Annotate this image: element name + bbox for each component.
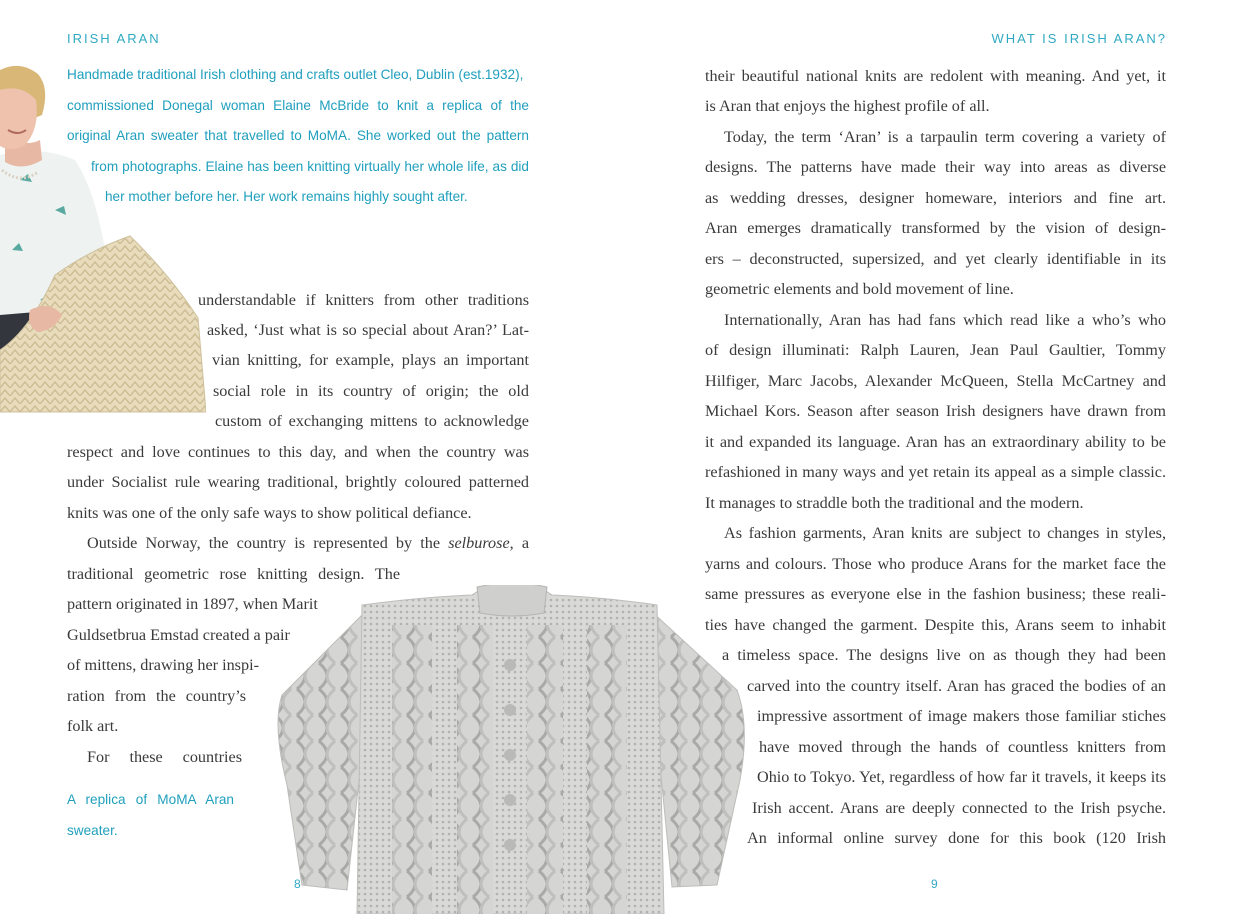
running-head-right: WHAT IS IRISH ARAN? bbox=[991, 31, 1167, 46]
right-body-text: their beautiful national knits are redolent with meaning. And yet, it is Aran that enjoys the highest profile of all. Today, the term ‘Aran’ is a tarpaulin term covering a variety of designs. The patterns have made their way into areas as diverse as wedding dresses, designer homeware, interiors and fine art. Aran emerges dramatically transformed by the vision of design- ers – deconstructed, supersized, and yet clearly identifiable in its geometric elements and bold movement of line. Internationally, Aran has had fans which read like a who’s who of design illuminati: Ralph Lauren, Jean Paul Gaultier, Tommy Hilfiger, Marc Jacobs, Alexander McQueen, Stella McCartney and Michael Kors. Season after season Irish designers have drawn from it and expanded its language. Aran has an extraordinary ability to be refashioned in many ways and yet retain its appeal as a simple classic. It manages to straddle both the traditional and the modern. As fashion garments, Aran knits are subject to changes in styles, yarns and colours. Those who produce Arans for the market face the same pressures as everyone else in the fashion business; these reali- ties have changed the garment. Despite this, Arans seem to inhabit a timeless space. The designs live on as though they had been carved into the country itself. Aran has graced the bodies of an impressive assortment of image makers those familiar stiches have moved through the hands of countless knitters from Ohio to Tokyo. Yet, regardless of how far it travels, it keeps its Irish accent. Arans are deeply connected to the Irish psyche. An informal online survey done for this book (120 Irish bbox=[705, 67, 1166, 847]
photo-caption-bottom: A replica of MoMA Aran sweater. bbox=[67, 792, 234, 838]
left-body-text: understandable if knitters from other traditions asked, ‘Just what is so special about Aran?’ Lat- vian knitting, for example, plays an important social role in its country of origin; the old custom of exchanging mittens to acknowledge respect and love continues to this day, and when the country was under Socialist rule wearing traditional, brightly coloured patterned knits was one of the only safe ways to show political defiance. Outside Norway, the country is represented by the selburose, a traditional geometric rose knitting design. The pattern originated in 1897, when Marit Guldsetbrua Emstad created a pair of mittens, drawing her inspi- ration from the country’s folk art. For these countries bbox=[67, 291, 530, 766]
para2-first-line: Outside Norway, the country is represented by the selburose, a bbox=[87, 534, 530, 552]
photo-caption-top: Handmade traditional Irish clothing and crafts outlet Cleo, Dublin (est.1932), commissioned Donegal woman Elaine McBride to knit a replica of the original Aran sweater that travelled to MoMA. She worked out the pattern from photographs. Elaine has been knitting virtually her whole life, as did her mother before her. Her work remains highly sought after. bbox=[67, 67, 529, 204]
running-head-left: IRISH ARAN bbox=[67, 31, 161, 46]
page-number-left: 8 bbox=[294, 877, 301, 891]
page-number-right: 9 bbox=[931, 877, 938, 891]
